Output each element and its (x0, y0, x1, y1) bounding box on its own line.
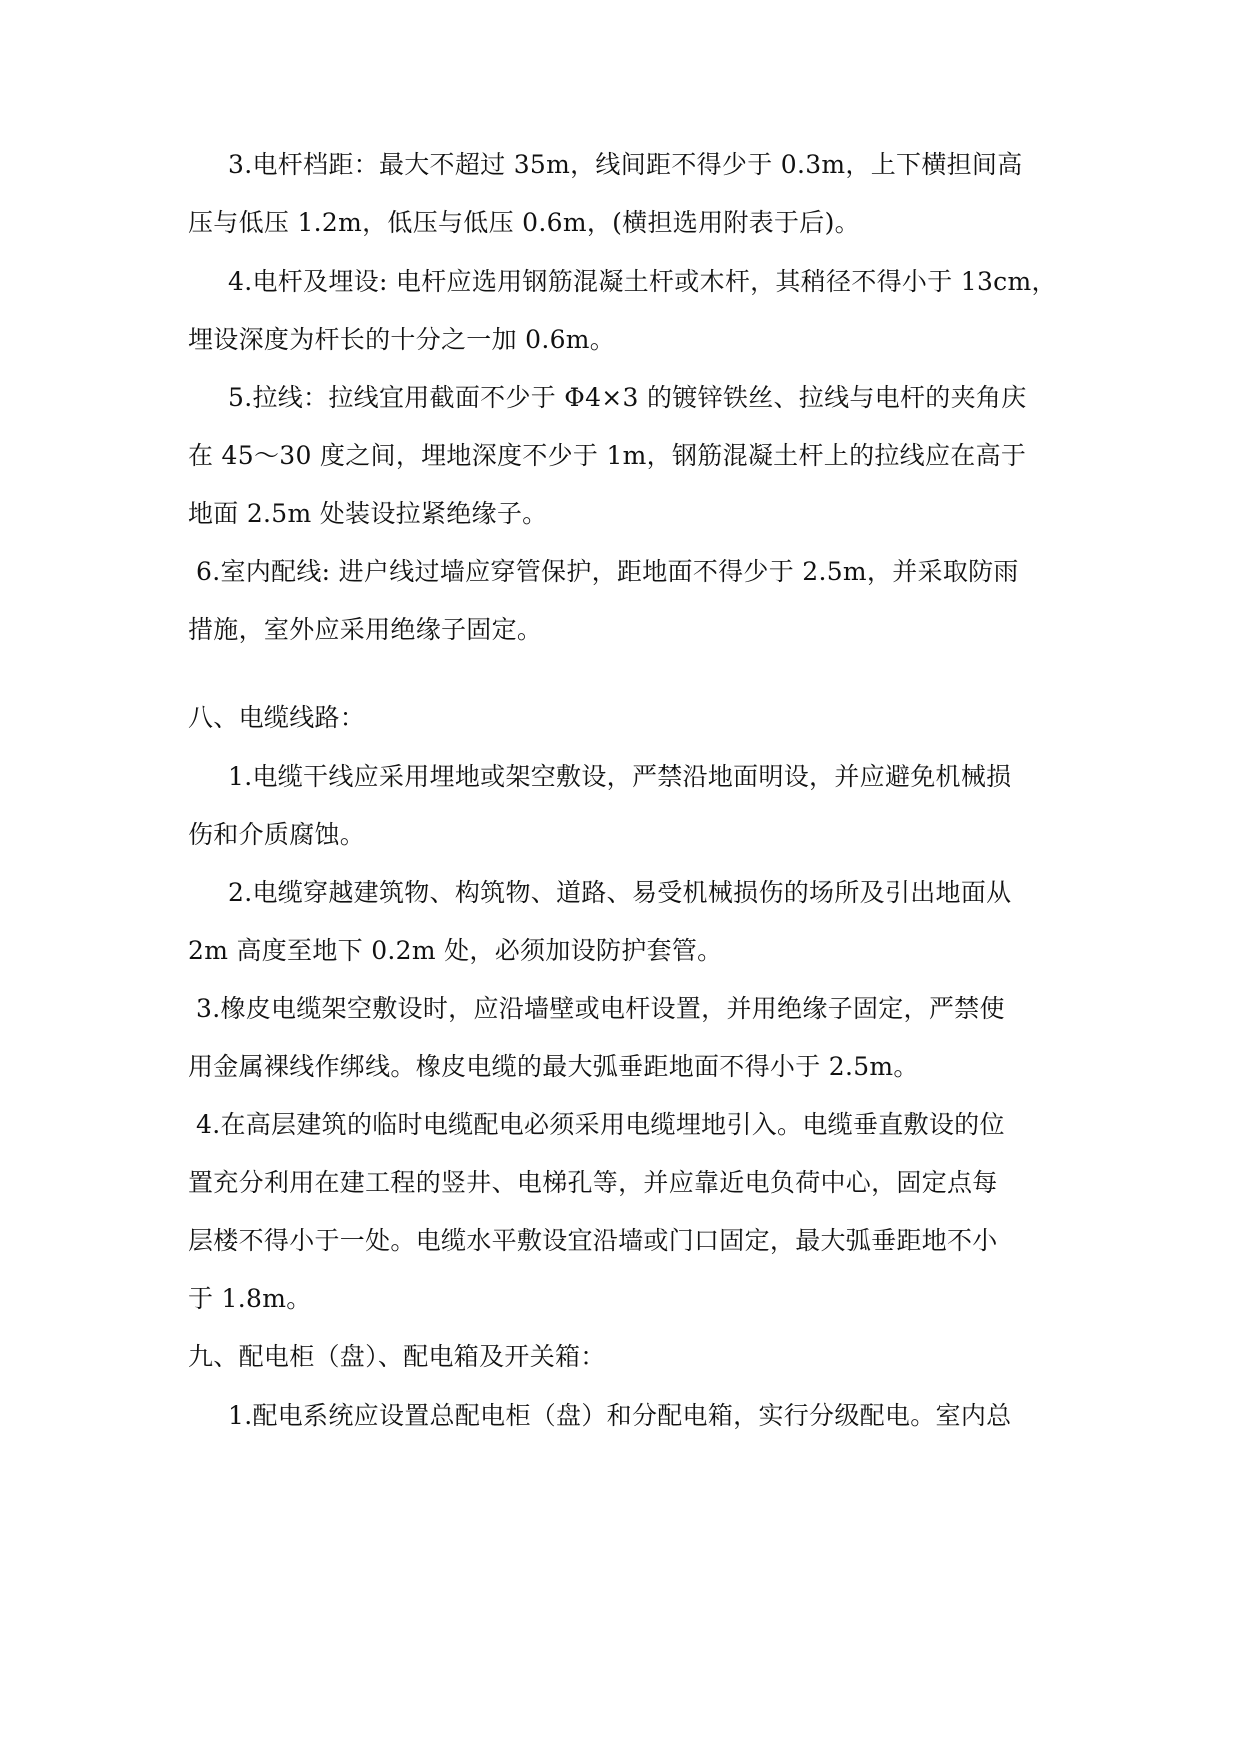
paragraph-rubber-cable-line-2: 用金属裸线作绑线。橡皮电缆的最大弧垂距地面不得小于 2.5m。 (188, 1052, 919, 1081)
paragraph-cable-trunk-line-2: 伤和介质腐蚀。 (188, 820, 366, 849)
paragraph-guy-wire-line-2: 在 45～30 度之间，埋地深度不少于 1m，钢筋混凝土杆上的拉线应在高于 (188, 441, 1027, 470)
paragraph-high-rise-cable-line-3: 层楼不得小于一处。电缆水平敷设宜沿墙或门口固定，最大弧垂距地不小 (188, 1226, 998, 1255)
paragraph-pole-span-line-1: 3.电杆档距：最大不超过 35m，线间距不得少于 0.3m，上下横担间高 (228, 150, 1023, 179)
paragraph-cable-trunk-line-1: 1.电缆干线应采用埋地或架空敷设，严禁沿地面明设，并应避免机械损 (228, 762, 1012, 791)
paragraph-pole-span-line-2: 压与低压 1.2m，低压与低压 0.6m，(横担选用附表于后)。 (188, 208, 860, 237)
paragraph-rubber-cable-line-1: 3.橡皮电缆架空敷设时，应沿墙壁或电杆设置，并用绝缘子固定，严禁使 (196, 994, 1005, 1023)
paragraph-cable-crossing-line-2: 2m 高度至地下 0.2m 处，必须加设防护套管。 (188, 936, 723, 965)
section-heading-distribution-boxes: 九、配电柜（盘）、配电箱及开关箱： (188, 1342, 606, 1371)
paragraph-pole-burial-line-2: 埋设深度为杆长的十分之一加 0.6m。 (188, 325, 616, 354)
paragraph-high-rise-cable-line-1: 4.在高层建筑的临时电缆配电必须采用电缆埋地引入。电缆垂直敷设的位 (196, 1110, 1005, 1139)
paragraph-guy-wire-line-1: 5.拉线：拉线宜用截面不少于 Φ4×3 的镀锌铁丝、拉线与电杆的夹角庆 (228, 383, 1027, 412)
paragraph-indoor-wiring-line-2: 措施，室外应采用绝缘子固定。 (188, 615, 543, 644)
section-heading-cable-lines: 八、电缆线路： (188, 703, 366, 732)
paragraph-high-rise-cable-line-2: 置充分利用在建工程的竖井、电梯孔等，并应靠近电负荷中心，固定点每 (188, 1168, 998, 1197)
paragraph-cable-crossing-line-1: 2.电缆穿越建筑物、构筑物、道路、易受机械损伤的场所及引出地面从 (228, 878, 1012, 907)
paragraph-indoor-wiring-line-1: 6.室内配线: 进户线过墙应穿管保护，距地面不得少于 2.5m，并采取防雨 (196, 557, 1019, 586)
paragraph-guy-wire-line-3: 地面 2.5m 处装设拉紧绝缘子。 (188, 499, 548, 528)
paragraph-distribution-system-line-1: 1.配电系统应设置总配电柜（盘）和分配电箱，实行分级配电。室内总 (228, 1401, 1012, 1430)
paragraph-high-rise-cable-line-4: 于 1.8m。 (188, 1284, 312, 1313)
paragraph-pole-burial-line-1: 4.电杆及埋设: 电杆应选用钢筋混凝土杆或木杆，其稍径不得小于 13cm， (228, 267, 1057, 296)
